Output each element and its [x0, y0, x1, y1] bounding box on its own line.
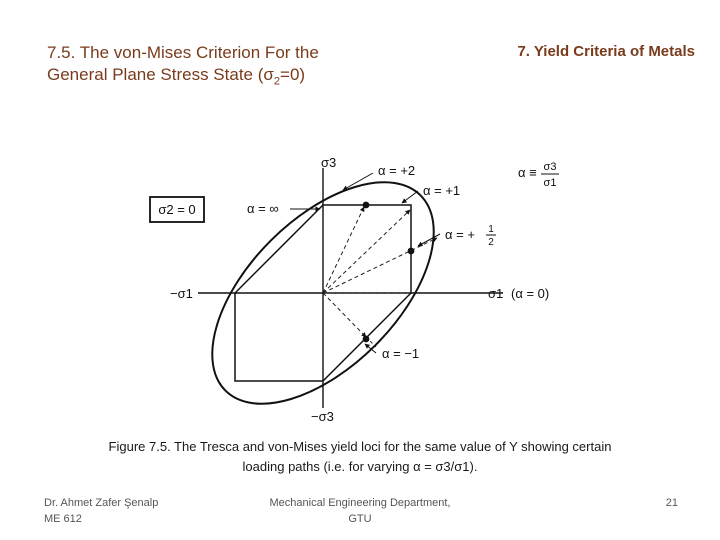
footer-department [250, 495, 470, 527]
axis-sigma3-label: σ3 [321, 155, 337, 170]
figure-caption [70, 437, 650, 477]
slide-title-line2-suffix: =0) [280, 65, 306, 84]
axis-neg-sigma1-label: −σ1 [170, 286, 193, 301]
section-title: 7. Yield Criteria of Metals [517, 43, 695, 60]
alpha-half-denominator: 2 [488, 237, 494, 248]
axis-sigma1-label: σ1 [488, 286, 504, 301]
footer-author [44, 495, 224, 527]
slide-title-line1: 7.5. The von-Mises Criterion For the [47, 43, 319, 62]
sigma2-zero-label: σ2 = 0 [158, 202, 196, 217]
alpha-plus2-label: α = +2 [378, 163, 416, 178]
point-alpha-plus2 [363, 202, 370, 209]
path-alpha-minus1 [323, 293, 366, 337]
figure-caption-line1: Figure 7.5. The Tresca and von-Mises yield loci for the same value of Y showing certain [108, 439, 612, 454]
path-alpha-plus1 [323, 210, 410, 293]
alpha-half-numerator: 1 [488, 224, 494, 235]
footer-author-name: Dr. Ahmet Zafer Şenalp [44, 497, 159, 509]
alpha-plus1-label: α = +1 [423, 183, 461, 198]
axis-neg-sigma3-label: −σ3 [311, 409, 334, 424]
figure-caption-line2: loading paths (i.e. for varying α = σ3/σ1). [242, 459, 478, 474]
alpha-minus1-label: α = −1 [382, 346, 420, 361]
alpha-definition-label: α ≡ [518, 165, 537, 180]
footer-course: ME 612 [44, 513, 82, 525]
slide-title-subscript: 2 [273, 75, 281, 88]
pointer-alpha-plus1 [402, 191, 418, 203]
pointer-alpha-plus2 [343, 173, 373, 190]
pointer-alpha-half [418, 234, 440, 246]
alpha-definition-denominator: σ1 [543, 177, 557, 189]
alpha-definition-numerator: σ3 [543, 161, 557, 173]
point-alpha-plus1 [408, 248, 415, 255]
alpha-half-label: α = + [445, 227, 475, 242]
alpha-inf-label: α = ∞ [247, 201, 279, 216]
path-alpha-plus2 [323, 207, 364, 293]
slide-title-line2-prefix: General Plane Stress State (σ [47, 65, 274, 84]
footer-department-name: Mechanical Engineering Department, [269, 497, 451, 509]
footer-university: GTU [348, 513, 372, 525]
page-number: 21 [665, 497, 678, 509]
point-alpha-minus1 [363, 336, 370, 343]
alpha-zero-label: (α = 0) [511, 286, 550, 301]
